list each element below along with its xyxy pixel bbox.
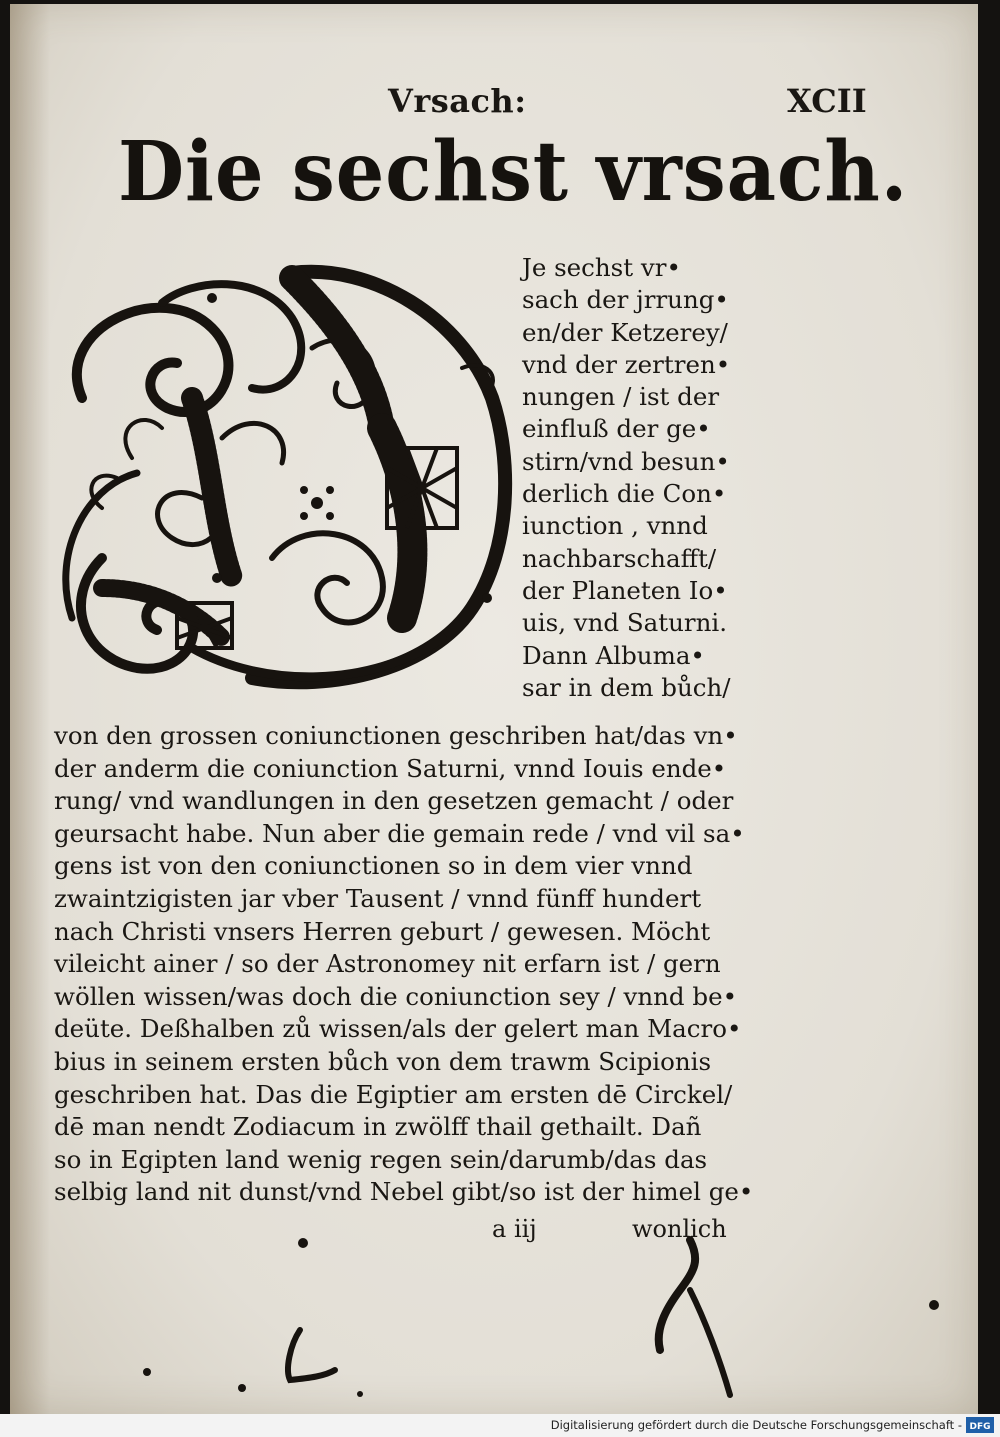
dfg-logo bbox=[966, 1417, 994, 1433]
text-line: rung/ vnd wandlungen in den gesetzen gemacht / oder bbox=[54, 786, 734, 816]
text-line: sar in dem bůch/ bbox=[522, 672, 731, 702]
catchword: wonlich bbox=[632, 1215, 727, 1243]
text-line: vileicht ainer / so der Astronomey nit erfarn ist / gern bbox=[54, 949, 721, 979]
signature-mark: a iij bbox=[492, 1215, 537, 1243]
text-line: deüte. Deßhalben zů wissen/als der gelert man Macro• bbox=[54, 1014, 742, 1044]
text-line: dē man nendt Zodiacum in zwölff thail gethailt. Dañ bbox=[54, 1112, 702, 1142]
text-line: Dann Albuma• bbox=[522, 640, 705, 670]
text-line: einfluß der ge• bbox=[522, 414, 711, 444]
dfg-logo-text: DFG bbox=[969, 1422, 991, 1432]
text-line: uis, vnd Saturni. bbox=[522, 608, 727, 638]
folio-number: XCII bbox=[787, 82, 867, 120]
text-beside-initial bbox=[522, 252, 752, 704]
text-line: stirn/vnd besun• bbox=[522, 446, 730, 476]
page-gutter bbox=[10, 4, 50, 1414]
text-line: nungen / ist der bbox=[522, 382, 720, 412]
text-line: von den grossen coniunctionen geschriben hat/das vn• bbox=[54, 721, 738, 750]
text-line: gens ist von den coniunctionen so in dem vier vnnd bbox=[54, 851, 693, 881]
text-line: en/der Ketzerey/ bbox=[522, 317, 728, 347]
text-line: bius in seinem ersten bůch von dem trawm Scipionis bbox=[54, 1046, 712, 1076]
text-line: der anderm die coniunction Saturni, vnnd Iouis ende• bbox=[54, 753, 727, 783]
text-line: so in Egipten land wenig regen sein/darumb/das das bbox=[54, 1144, 708, 1174]
text-line: der Planeten Io• bbox=[522, 575, 728, 605]
body-text bbox=[54, 720, 754, 1209]
text-line: sach der jrrung• bbox=[522, 285, 729, 315]
text-line: nachbarschafft/ bbox=[522, 543, 717, 573]
decorated-initial-d bbox=[42, 258, 524, 698]
text-line: geursacht habe. Nun aber die gemain rede / vnd vil sa• bbox=[54, 818, 745, 848]
text-line: vnd der zertren• bbox=[522, 349, 731, 379]
chapter-title: Die sechst vrsach. bbox=[118, 124, 909, 220]
funding-notice: Digitalisierung gefördert durch die Deutsche Forschungsgemeinschaft - bbox=[550, 1418, 962, 1432]
text-line: derlich die Con• bbox=[522, 479, 727, 509]
running-head: Vrsach: bbox=[388, 82, 527, 120]
text-line: selbig land nit dunst/vnd Nebel gibt/so ist der himel ge• bbox=[54, 1177, 754, 1207]
text-line: wöllen wissen/was doch die coniunction sey / vnnd be• bbox=[54, 981, 738, 1011]
text-line: zwaintzigisten jar vber Tausent / vnnd fünff hundert bbox=[54, 883, 702, 913]
text-line: Je sechst vr• bbox=[522, 253, 681, 282]
text-line: nach Christi vnsers Herren geburt / gewesen. Möcht bbox=[54, 916, 711, 946]
text-line: geschriben hat. Das die Egiptier am ersten dē Circkel/ bbox=[54, 1079, 733, 1109]
text-line: iunction , vnnd bbox=[522, 511, 708, 541]
